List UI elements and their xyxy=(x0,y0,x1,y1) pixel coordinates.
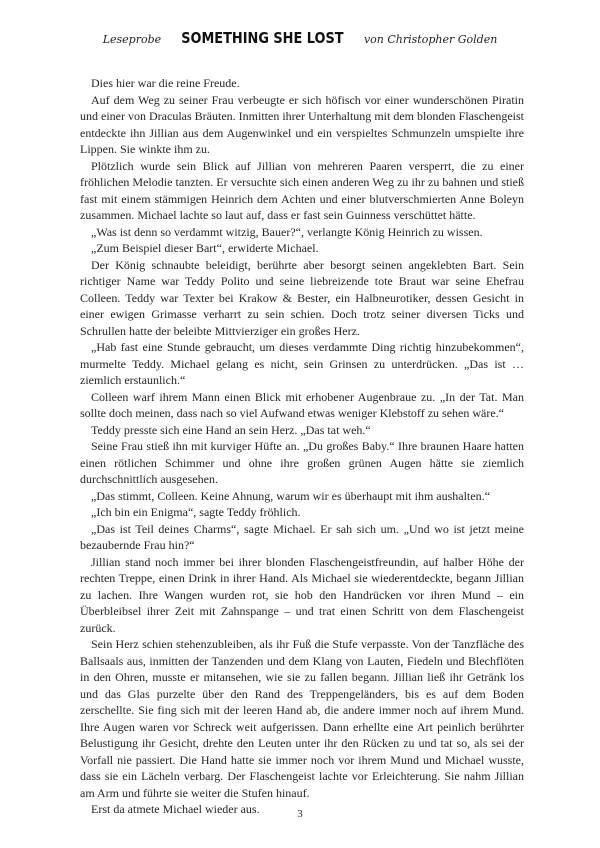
paragraph: Teddy presste sich eine Hand an sein Herz. „Das tat weh.“ xyxy=(91,422,371,437)
book-title: SOMETHING SHE LOST xyxy=(181,29,344,47)
paragraph: Der König schnaubte beleidigt, berührte aber besorgt seinen angeklebten Bart. Sein richtiger Name war Teddy Polito und seine liebreizende tote Braut war seine Ehefrau Colleen. Teddy war Texter bei Krakow & Bester, ein Halbneurotiker, dessen Gesicht in einer ewigen Grimasse verharrt zu sein schien. Doch trotz seiner diversen Ticks und Schrullen hatte der beleibte Mittvierziger ein großes Herz. xyxy=(80,257,524,338)
paragraph: „Das ist Teil deines Charms“, sagte Michael. Er sah sich um. „Und wo ist jetzt meine bezaubernde Frau hin?“ xyxy=(80,521,524,552)
paragraph: „Das stimmt, Colleen. Keine Ahnung, warum wir es überhaupt mit ihm aushalten.“ xyxy=(91,488,490,503)
paragraph: „Zum Beispiel dieser Bart“, erwiderte Michael. xyxy=(91,241,319,255)
paragraph: Plötzlich wurde sein Blick auf Jillian von mehreren Paaren versperrt, die zu einer fröhlichen Melodie tanzten. Er versuchte sich einen anderen Weg zu ihr zu bahnen und stieß fast mit einem stämmigen Heinrich dem Achten und einer blutverschmierten Anne Boleyn zusammen. Michael lachte so laut auf, dass er fast sein Guinness verschüttet hätte. xyxy=(80,158,524,222)
header-author: von Christopher Golden xyxy=(363,33,498,46)
page-number: 3 xyxy=(297,808,303,820)
paragraph: „Was ist denn so verdammt witzig, Bauer?“, verlangte König Heinrich zu wissen. xyxy=(91,224,483,239)
paragraph: Jillian stand noch immer bei ihrer blonden Flaschengeistfreundin, auf halber Höhe der rechten Treppe, einen Drink in ihrer Hand. Als Michael sie wiederentdeckte, begann Jillian zu lachen. Ihre Wangen wurden rot, sie hob den Handrücken vor ihren Mund – ein Überbleibsel ihrer Zeit mit Zahnspange – und trat einen Schritt von dem Flaschengeist zurück. xyxy=(80,554,524,635)
header-prefix: Leseprobe xyxy=(102,33,162,46)
paragraph: Erst da atmete Michael wieder aus. xyxy=(91,802,260,816)
paragraph: Auf dem Weg zu seiner Frau verbeugte er sich höfisch vor einer wunderschönen Piratin und einer von Draculas Bräuten. Inmitten ihrer Unterhaltung mit dem blonden Flaschengeist entdeckte ihn Jillian aus dem Augenwinkel und ein verspieltes Schmunzeln umspielte ihre Lippen. Sie winkte ihm zu. xyxy=(80,92,524,156)
paragraph: Sein Herz schien stehenzubleiben, als ihr Fuß die Stufe verpasste. Von der Tanzfläche des Ballsaals aus, inmitten der Tanzenden und dem Klang von Lauten, Fiedeln und Blechflöten in den Ohren, musste er mitansehen, wie sie zu fallen begann. Jillian ließ ihr Getränk los und das Glas purzelte über den Rand des Treppengeländers, bis es auf dem Boden zerschellte. Sie fing sich mit der leeren Hand ab, die andere immer noch auf ihrem Mund. Ihre Augen waren vor Schreck weit aufgerissen. Dann erhellte eine Art peinlich berührter Belustigung ihr Gesicht, drehte den Leuten unter ihr den Rücken zu und tat so, als sei der Vorfall nie passiert. Die Hand hatte sie immer noch vor ihrem Mund und Michael wusste, dass sie ein Lächeln verbarg. Der Flaschengeist lachte vor Erleichterung. Sie nahm Jillian am Arm und führte sie weiter die Stufen hinauf. xyxy=(80,637,524,800)
running-header xyxy=(0,28,600,50)
paragraph: „Ich bin ein Enigma“, sagte Teddy fröhlich. xyxy=(91,505,301,519)
paragraph: „Hab fast eine Stunde gebraucht, um dieses verdammte Ding richtig hinzubekommen“, murmelte Teddy. Michael gelang es nicht, sein Grinsen zu unterdrücken. „Das ist … ziemlich erstaunlich.“ xyxy=(80,340,524,387)
paragraph: Colleen warf ihrem Mann einen Blick mit erhobener Augenbraue zu. „In der Tat. Man sollte doch meinen, dass nach so viel Aufwand etwas weniger Klebstoff zu sehen wäre.“ xyxy=(80,389,524,420)
body-text xyxy=(80,75,524,818)
paragraph: Seine Frau stieß ihn mit kurviger Hüfte an. „Du großes Baby.“ Ihre braunen Haare hatten einen rötlichen Schimmer und ohne ihre großen grünen Augen hätte sie ziemlich durchschnittlich ausgesehen. xyxy=(80,439,524,486)
paragraph: Dies hier war die reine Freude. xyxy=(91,76,240,90)
